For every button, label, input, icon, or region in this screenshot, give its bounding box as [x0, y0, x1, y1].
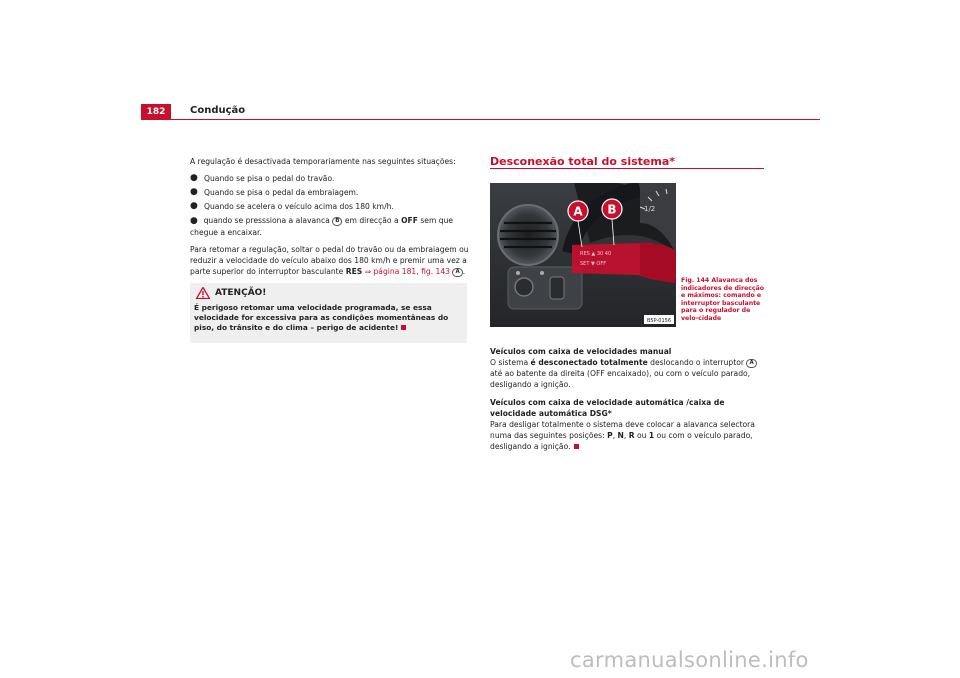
manual-heading: Veículos com caixa de velocidades manual: [490, 347, 672, 356]
bullet-icon: ●: [190, 201, 198, 211]
auto-paragraph: [490, 397, 766, 452]
warning-box: [190, 283, 467, 343]
resume-paragraph: [190, 244, 470, 277]
bullet-icon: ●: [190, 173, 198, 183]
manual-paragraph: [490, 346, 766, 390]
callout-a-label: A: [573, 204, 583, 219]
auto-heading: Veículos com caixa de velocidade automática /caixa de velocidade automática DSG*: [490, 398, 725, 418]
list-item-text: Quando se acelera o veículo acima dos 180 km/h.: [204, 202, 394, 211]
figure-stalk-photo: [490, 183, 676, 327]
figure-code: B5P-0156: [646, 318, 672, 324]
manual-post: até ao batente da direita (OFF encaixado), ou com o veículo parado, desligando a ignição.: [490, 369, 751, 389]
bullet4-pre: quando se presssiona a alavanca: [203, 216, 330, 225]
stalk-row: SET ▼ OFF: [580, 261, 607, 267]
bullet4-mid: em direcção a: [344, 216, 399, 225]
manual-bold: é desconectado totalmente: [530, 358, 648, 367]
watermark: carmanualsonline.info: [570, 648, 809, 672]
warning-header: [190, 283, 467, 299]
warning-body: [190, 299, 467, 333]
list-item: [190, 201, 470, 212]
page-number: 182: [141, 104, 171, 119]
resume-bold: RES: [345, 267, 363, 276]
list-item: [190, 215, 470, 238]
bullet-icon: ●: [190, 216, 204, 226]
gear-r: R: [628, 431, 635, 440]
list-item: [190, 187, 470, 198]
stalk-illustration: [490, 183, 676, 327]
end-of-section-icon: [574, 444, 579, 449]
auto-post: ou com o veículo parado, desligando a ignição.: [490, 431, 753, 451]
list-item: [190, 173, 470, 184]
gear-1: 1: [648, 431, 655, 440]
warning-title: ATENÇÃO!: [215, 288, 267, 298]
separator: ,: [623, 431, 629, 440]
left-column: [190, 156, 470, 283]
warning-triangle-icon: [196, 287, 210, 299]
list-item-text: Quando se pisa o pedal do travão.: [204, 174, 335, 183]
right-column: [490, 346, 766, 459]
section-title: Desconexão total do sistema*: [490, 155, 675, 168]
control-badge-a: A: [746, 359, 756, 368]
control-badge-b: B: [332, 217, 342, 226]
page-header-title: Condução: [190, 105, 246, 116]
manual-pre: O sistema: [490, 358, 529, 367]
auto-pre: Para desligar totalmente o sistema deve colocar a alavanca selectora numa das seguintes posições:: [490, 420, 755, 440]
manual-mid: deslocando o interruptor: [650, 358, 745, 367]
list-item-text: Quando se pisa o pedal da embraiagem.: [204, 188, 359, 197]
air-vent: [498, 205, 558, 265]
warning-text: É perigoso retomar uma velocidade programada, se essa velocidade for excessiva para as condições momentâneas do piso, do trânsito e do clima – perigo de acidente!: [194, 303, 449, 332]
auto-ou: ou: [634, 431, 649, 440]
bullet-icon: ●: [190, 187, 198, 197]
page-reference-link[interactable]: ⇒ página 181, fig. 143: [364, 267, 451, 276]
gear-p: P: [607, 431, 613, 440]
figure-caption: Fig. 144 Alavanca dos indicadores de direcção e máximos: comando e interruptor basculante para o regulador de velo-cidade: [681, 277, 765, 322]
stalk-row: RES ▲ 30 40: [580, 251, 612, 257]
end-of-section-icon: [401, 325, 406, 330]
callout-b-label: B: [607, 202, 617, 217]
resume-end: .: [462, 267, 466, 276]
separator: ,: [612, 431, 618, 440]
control-badge-a: A: [452, 268, 462, 277]
intro-paragraph: A regulação é desactivada temporariamente nas seguintes situações:: [190, 157, 456, 166]
gauge-label: 1/2: [644, 205, 656, 213]
header-rule: [141, 119, 820, 120]
bullet4-post: sem que chegue a encaixar.: [190, 216, 454, 237]
resume-text: Para retomar a regulação, soltar o pedal do travão ou da embraiagem ou reduzir a velocidade do veículo abaixo dos 180 km/h e premir uma vez a parte superior do interruptor basculante: [190, 245, 469, 276]
section-rule: [490, 168, 764, 169]
bullet4-bold: OFF: [401, 216, 418, 225]
gear-n: N: [617, 431, 624, 440]
